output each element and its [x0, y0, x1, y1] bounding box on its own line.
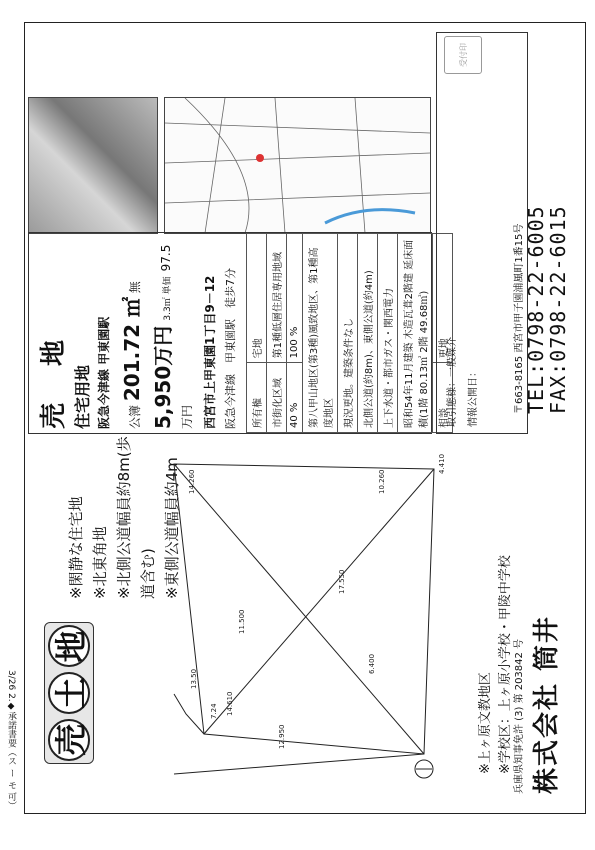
property-title: 売 地 [39, 325, 69, 429]
road-line-north [174, 754, 424, 774]
agent-box [436, 32, 528, 434]
status: 更地 [433, 234, 453, 363]
company-license: 兵庫県知事免許 (3) 第 203842 号 [514, 638, 525, 794]
property-access: 阪急今津線 甲東園駅 徒歩7分 [224, 268, 237, 429]
facilities: 上下水道・都市ガス・関西電力 [378, 234, 398, 433]
rights: 所有権 [247, 363, 267, 433]
land-category: 宅地 [247, 234, 267, 363]
company-tel: TEL:0798-22-6005 [524, 205, 548, 414]
zone: 市街化区域 [267, 363, 287, 433]
badge-char-1: 売 [48, 719, 90, 761]
plan-dim: 11.500 [238, 609, 246, 634]
lot-plan [134, 434, 464, 794]
coverage: 40 % [287, 363, 303, 433]
transaction: 取引態様：一般媒介 [447, 337, 458, 427]
feature-item: ※東側公道幅員約4m [163, 457, 181, 599]
plan-dim: 14.260 [188, 469, 196, 494]
property-type: 住宅用地 [73, 364, 92, 429]
plan-dim: 13.50 [190, 668, 198, 689]
plan-dim: 6.400 [368, 653, 376, 674]
feature-item: ※北側公道幅員約8m(歩道含む) [115, 436, 157, 599]
property-photo [28, 97, 158, 234]
district-item: ※上ヶ原文教地区 [478, 672, 493, 774]
property-info-table [28, 232, 450, 434]
unit-price: 97.5万円 [159, 244, 194, 429]
district-item: ※学校区：上ヶ原小学校・甲陵中学校 [498, 555, 513, 774]
plan-dim: 14.610 [226, 691, 234, 716]
north-arrow [415, 760, 433, 778]
reception-stamp: 受付印 [444, 36, 482, 74]
sale-badge [44, 622, 94, 764]
far: 100 % [287, 234, 303, 363]
right-panel [24, 34, 584, 434]
company-address: 〒663-8165 西宮市甲子園浦風町1番15号 [514, 223, 525, 414]
company-name: 株式会社 筒井 [532, 614, 562, 794]
left-panel [24, 434, 584, 814]
use-district: 第1種低層住居専用地域 [267, 234, 287, 363]
other-restrictions: 第八甲山地区(第3種)風致地区、第1種高度地区 [303, 234, 338, 433]
delivery: 相談 [433, 363, 453, 433]
plan-dim: 4.410 [438, 453, 446, 474]
plan-dim: 12.950 [278, 724, 286, 749]
river-line [325, 210, 415, 223]
property-price: 5,950万円 [151, 325, 175, 429]
info-date: 情報公開日： [468, 367, 479, 427]
lot-diagonal-1 [204, 469, 434, 734]
property-station: 甲東園駅 [97, 316, 111, 365]
plan-dim: 10.260 [378, 469, 386, 494]
plan-dim: 7.24 [210, 703, 218, 719]
plan-dim: 17.550 [338, 569, 346, 594]
area-map [164, 97, 431, 234]
lot-corner-cut [174, 694, 204, 734]
property-marker [256, 154, 264, 162]
feature-item: ※閑静な住宅地 [67, 496, 85, 599]
badge-char-2: 土 [48, 672, 90, 714]
note: 現況更地。建築条件なし [338, 234, 358, 433]
badge-char-3: 地 [48, 625, 90, 667]
property-location: 西宮市上甲東園1丁目9－12 [203, 275, 217, 429]
unit-label: 3.3㎡ 単価 [163, 276, 173, 321]
feature-item: ※北東角地 [91, 526, 109, 599]
property-line: 阪急今津線 [97, 368, 111, 429]
property-area: 201.72 ㎡ [120, 297, 144, 402]
company-fax: FAX:0798-22-6015 [546, 205, 570, 414]
page-marker: 3/26 2.◆承諾書要（ス ー モ 可） [6, 670, 16, 811]
private-road: 無 [128, 281, 142, 294]
area-label: 公簿 [128, 404, 142, 429]
road: 北側公道(約8m)、東側公道(約4m) [358, 234, 378, 433]
remarks: 昭和54年11月建築 木造瓦葺2階建 延床面積(1階 80.13㎡ 2階 49.68㎡) [398, 234, 433, 433]
